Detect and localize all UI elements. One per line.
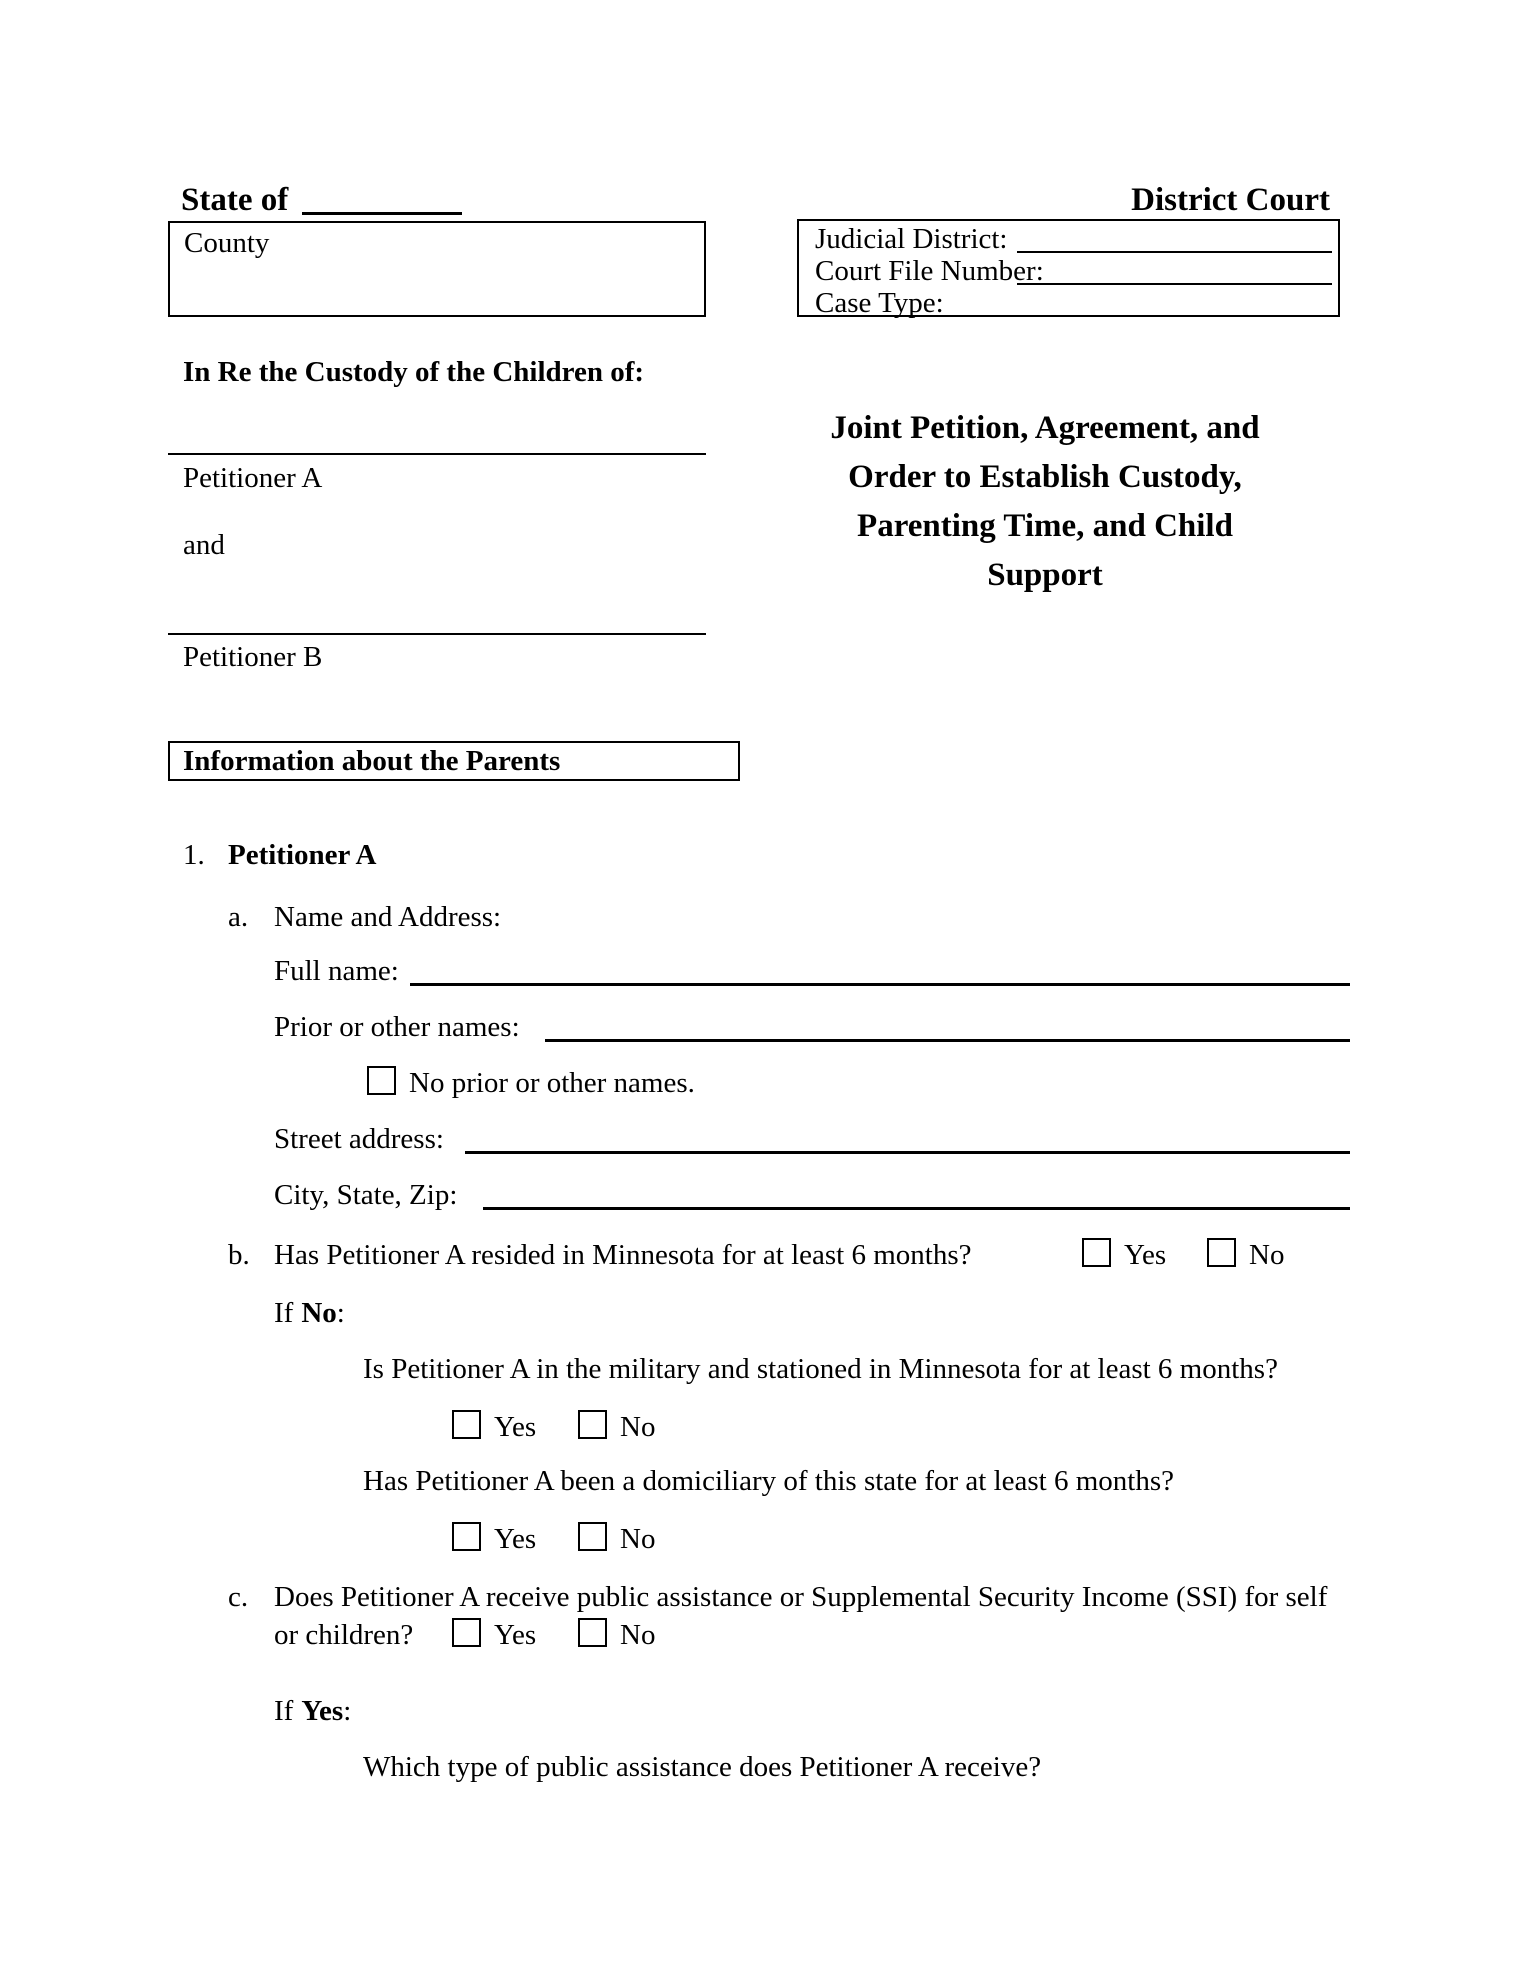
petitioner-a-name-line[interactable] — [168, 453, 706, 455]
case-type-label: Case Type: — [815, 287, 944, 319]
assistance-type-question: Which type of public assistance does Petitioner A receive? — [363, 1751, 1042, 1783]
item-1-heading: Petitioner A — [228, 839, 377, 871]
county-label: County — [184, 227, 270, 259]
court-info-box — [797, 219, 1340, 317]
if-yes-pre: If — [274, 1695, 294, 1727]
item-1-number: 1. — [183, 839, 205, 871]
if-no-word: No — [301, 1297, 337, 1329]
residency-yes-label: Yes — [1124, 1239, 1167, 1271]
residency-yes-checkbox[interactable] — [1082, 1238, 1111, 1267]
assistance-yes-checkbox[interactable] — [452, 1618, 481, 1647]
domiciliary-yes-label: Yes — [494, 1523, 537, 1555]
petitioner-b-caption-label: Petitioner B — [183, 641, 323, 673]
military-yes-checkbox[interactable] — [452, 1410, 481, 1439]
assistance-yes-label: Yes — [494, 1619, 537, 1651]
item-1b-letter: b. — [228, 1239, 250, 1271]
item-1c-letter: c. — [228, 1581, 249, 1613]
state-of-label: State of — [181, 182, 289, 218]
state-name-blank[interactable] — [302, 212, 462, 215]
form-title-line-1: Joint Petition, Agreement, and — [830, 410, 1260, 446]
assistance-no-label: No — [620, 1619, 656, 1651]
section-heading: Information about the Parents — [183, 745, 561, 777]
court-file-number-blank[interactable] — [1017, 283, 1332, 285]
item-1a-label: Name and Address: — [274, 901, 502, 933]
if-yes-colon: : — [343, 1695, 352, 1727]
petitioner-b-name-line[interactable] — [168, 633, 706, 635]
full-name-label: Full name: — [274, 955, 399, 987]
state-of-heading — [181, 183, 288, 218]
section-heading-box — [168, 741, 740, 781]
military-question: Is Petitioner A in the military and stationed in Minnesota for at least 6 months? — [363, 1353, 1278, 1385]
domiciliary-yes-checkbox[interactable] — [452, 1522, 481, 1551]
residency-question: Has Petitioner A resided in Minnesota for at least 6 months? — [274, 1239, 972, 1271]
if-yes-word: Yes — [301, 1695, 344, 1727]
county-box — [168, 221, 706, 317]
court-file-number-label: Court File Number: — [815, 255, 1044, 287]
street-address-blank[interactable] — [465, 1151, 1350, 1154]
judicial-district-blank[interactable] — [1017, 251, 1332, 253]
no-prior-names-checkbox[interactable] — [367, 1066, 396, 1095]
assistance-question-line1: Does Petitioner A receive public assistance or Supplemental Security Income (SSI) for self — [274, 1581, 1328, 1613]
street-address-label: Street address: — [274, 1123, 444, 1155]
and-label: and — [183, 529, 225, 561]
judicial-district-label: Judicial District: — [815, 223, 1008, 255]
district-court-label: District Court — [1131, 182, 1330, 218]
prior-names-blank[interactable] — [545, 1039, 1350, 1042]
form-title-line-4: Support — [987, 557, 1103, 593]
assistance-no-checkbox[interactable] — [578, 1618, 607, 1647]
if-yes-label — [274, 1696, 351, 1728]
city-state-zip-label: City, State, Zip: — [274, 1179, 458, 1211]
assistance-question-line2: or children? — [274, 1619, 414, 1651]
domiciliary-no-checkbox[interactable] — [578, 1522, 607, 1551]
full-name-blank[interactable] — [410, 983, 1350, 986]
no-prior-names-label: No prior or other names. — [409, 1067, 695, 1099]
residency-no-checkbox[interactable] — [1207, 1238, 1236, 1267]
domiciliary-no-label: No — [620, 1523, 656, 1555]
military-yes-label: Yes — [494, 1411, 537, 1443]
item-1a-letter: a. — [228, 901, 249, 933]
if-no-pre: If — [274, 1297, 294, 1329]
in-re-heading: In Re the Custody of the Children of: — [183, 356, 645, 388]
military-no-checkbox[interactable] — [578, 1410, 607, 1439]
if-no-label — [274, 1298, 345, 1330]
district-court-heading — [797, 183, 1330, 218]
city-state-zip-blank[interactable] — [483, 1207, 1350, 1210]
residency-no-label: No — [1249, 1239, 1285, 1271]
form-title-line-3: Parenting Time, and Child — [857, 508, 1233, 544]
form-title — [790, 404, 1300, 600]
domiciliary-question: Has Petitioner A been a domiciliary of this state for at least 6 months? — [363, 1465, 1175, 1497]
prior-names-label: Prior or other names: — [274, 1011, 520, 1043]
form-title-line-2: Order to Establish Custody, — [848, 459, 1242, 495]
military-no-label: No — [620, 1411, 656, 1443]
if-no-colon: : — [336, 1297, 345, 1329]
petitioner-a-caption-label: Petitioner A — [183, 462, 323, 494]
